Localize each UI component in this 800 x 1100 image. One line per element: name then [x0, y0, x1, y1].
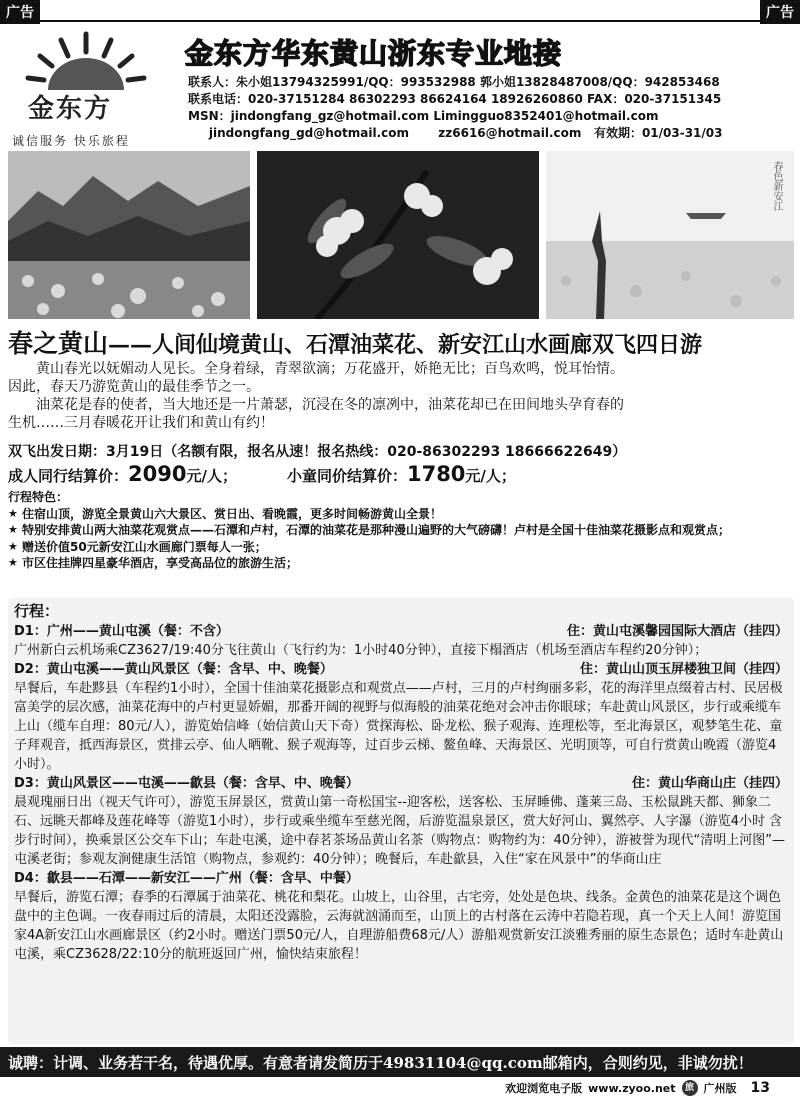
header [0, 24, 800, 150]
feature-item: ★ 赠送价值50元新安江山水画廊门票每人一张； [8, 539, 794, 556]
adult-price-label: 成人同行结算价： [8, 467, 129, 485]
day-route: D2：黄山屯溪——黄山风景区（餐：含早、中、晚餐） [14, 662, 333, 677]
day-hotel: 住：黄山屯溪馨园国际大酒店（挂四） [566, 624, 788, 639]
company-logo [6, 24, 176, 150]
top-rule [0, 0, 800, 22]
travel-badge-icon: 旅 [682, 1080, 698, 1096]
ad-tag-left: 广告 [0, 0, 40, 24]
feature-item: ★ 市区住挂牌四星豪华酒店，享受高品位的旅游生活； [8, 555, 794, 572]
ad-tag-right: 广告 [760, 0, 800, 24]
day-hotel: 住：黄山华商山庄（挂四） [631, 776, 788, 791]
price-line [8, 462, 516, 486]
day-route: D1：广州——黄山屯溪（餐：不含） [14, 624, 229, 639]
tour-features [8, 489, 794, 572]
day-description: 广州新白云机场乘CZ3627/19:40分飞往黄山（飞行约为：1小时40分钟），直接下榻酒店（机场至酒店车程约20分钟）； [14, 643, 708, 658]
intro-paragraph: 因此，春天乃游览黄山的最佳季节之一。 [8, 379, 260, 395]
photo-misty-river [546, 151, 794, 319]
contact-line: MSN：jindongfang_gz@hotmail.com Limingguo8352401@hotmail.com [188, 109, 659, 123]
logo-slogan: 诚信服务 快乐旅程 [12, 134, 130, 148]
contact-line: 联系人：朱小姐13794325991/QQ：993532988 郭小姐13828487008/QQ：942853468 [188, 75, 720, 89]
photo-caption: 春色新安江 [771, 161, 782, 211]
day-hotel: 住：黄山山顶玉屏楼独卫间（挂四） [579, 662, 788, 677]
itinerary-panel [8, 598, 794, 1044]
intro-paragraph: 黄山春光以妩媚动人见长。全身着绿，青翠欲滴；万花盛开，娇艳无比；百鸟欢鸣，悦耳怡情。 [36, 361, 624, 377]
footer-site-link[interactable]: www.zyoo.net [588, 1081, 676, 1095]
footer-welcome: 欢迎浏览电子版 [505, 1082, 583, 1095]
footer-edition: 广州版 [703, 1082, 737, 1095]
adult-price-value: 2090 [128, 462, 187, 486]
feature-item: ★ 特别安排黄山两大油菜花观赏点——石潭和卢村，石潭的油菜花是那种漫山遍野的大气磅礴！卢村是全国十佳油菜花摄影点和观赏点； [8, 522, 794, 539]
departure-info: 双飞出发日期：3月19日（名额有限，报名从速！报名热线：020-86302293 18666622649） [8, 444, 627, 460]
feature-item: ★ 住宿山顶，游览全景黄山六大景区、赏日出、看晚霞，更多时间畅游黄山全景！ [8, 506, 794, 523]
child-price-label: 小童同价结算价： [286, 467, 407, 485]
day-header [14, 869, 788, 888]
recruitment-banner: 诚聘：计调、业务若干名，待遇优厚。有意者请发简历于49831104@qq.com邮箱内，合则约见，非诚勿扰！ [0, 1047, 800, 1077]
company-name: 金东方华东黄山浙东专业地接 [185, 37, 563, 70]
logo-brand: 金东方 [28, 94, 113, 124]
contact-line: jindongfang_gd@hotmail.com zz6616@hotmail.com 有效期：01/03-31/03 [188, 126, 723, 140]
day-route: D4：歙县——石潭——新安江——广州（餐：含早、中餐） [14, 871, 359, 886]
tour-title-lead: 春之黄山 [8, 329, 109, 358]
day-header [14, 774, 788, 793]
itinerary-title: 行程： [14, 602, 60, 620]
child-price-value: 1780 [406, 462, 466, 486]
contact-line: 联系电话：020-37151284 86302293 86624164 18926260860 FAX：020-37151345 [188, 92, 722, 106]
photo-azalea-flowers [257, 151, 539, 319]
child-price-unit: 元/人； [465, 467, 516, 485]
adult-price-unit: 元/人； [186, 467, 237, 485]
photo-strip [8, 151, 794, 319]
day-route: D3：黄山风景区——屯溪——歙县（餐：含早、中、晚餐） [14, 776, 359, 791]
day-header [14, 660, 788, 679]
day-header [14, 622, 788, 641]
day-description: 早餐后，游览石潭；春季的石潭属于油菜花、桃花和梨花。山坡上，山谷里，古宅旁，处处是色块、线条。金黄色的油菜花是这个调色盘中的主色调。一夜春雨过后的清晨，太阳还没露脸，云海就汹涌而至，山顶上的古村落在云涛中若隐若现，真一个天上人间！游览国家4A新安江山水画廊景区（约2小时。赠送门票50元/人，自理游船费68元/人）游船观赏新安江淡雅秀丽的原生态景色；适时车赴黄山屯溪，乘CZ3628/22:10分的航班返回广州，愉快结束旅程！ [14, 890, 784, 962]
day-description: 晨观瑰丽日出（视天气许可），游览玉屏景区，赏黄山第一奇松国宝--迎客松，送客松、玉屏睡佛、蓬莱三岛、玉松鼠跳天都、狮象二石、远眺天都峰及莲花峰等（游览1小时），步行或乘坐缆车至慈光阁，后游览温泉景区，赏大好河山、翼然亭、人字瀑（游览4小时 含步行时间），换乘景区公交车下山；车赴屯溪，途中春茗茶场品黄山名茶（购物点：购物约为：40分钟），游被誉为现代“清明上河图”—屯溪老街；参观友涧健康生活馆（购物点，参观约：40分钟）；晚餐后，车赴歙县，入住“家在风景中”的华商山庄 [14, 795, 786, 867]
intro-text [8, 360, 794, 432]
tour-title-rest: ——人间仙境黄山、石潭油菜花、新安江山水画廊双飞四日游 [108, 332, 703, 358]
day-description: 早餐后，车赴黟县（车程约1小时），全国十佳油菜花摄影点和观赏点——卢村，三月的卢村绚丽多彩，花的海洋里点缀着古村、民居极富美学的层次感，油菜花海中的卢村更显娇媚，那番开阔的视野与似海般的油菜花绝对会冲击你眼球；车赴黄山风景区，步行或乘缆车上山（缆车自理：80元/人），游览始信峰（始信黄山天下奇）赏探海松、卧龙松、猴子观海、连理松等，至北海景区，观梦笔生花、童子拜观音，抵西海景区，赏排云亭、仙人晒靴、猴子观海等，过百步云梯、鳌鱼峰、天海景区、光明顶等，可自行赏黄山晚霞（游览4小时）。 [14, 681, 783, 772]
contact-info [188, 74, 723, 142]
features-title: 行程特色： [8, 490, 69, 504]
page-number: 13 [750, 1080, 770, 1096]
intro-paragraph: 油菜花是春的使者，当大地还是一片萧瑟，沉浸在冬的凛冽中，油菜花却已在田间地头孕育春的 [36, 397, 624, 413]
intro-paragraph: 生机……三月春暖花开让我们和黄山有约！ [8, 415, 274, 431]
tour-title [8, 324, 702, 360]
photo-mountain-rapeseed [8, 151, 250, 319]
page-footer [505, 1080, 770, 1096]
